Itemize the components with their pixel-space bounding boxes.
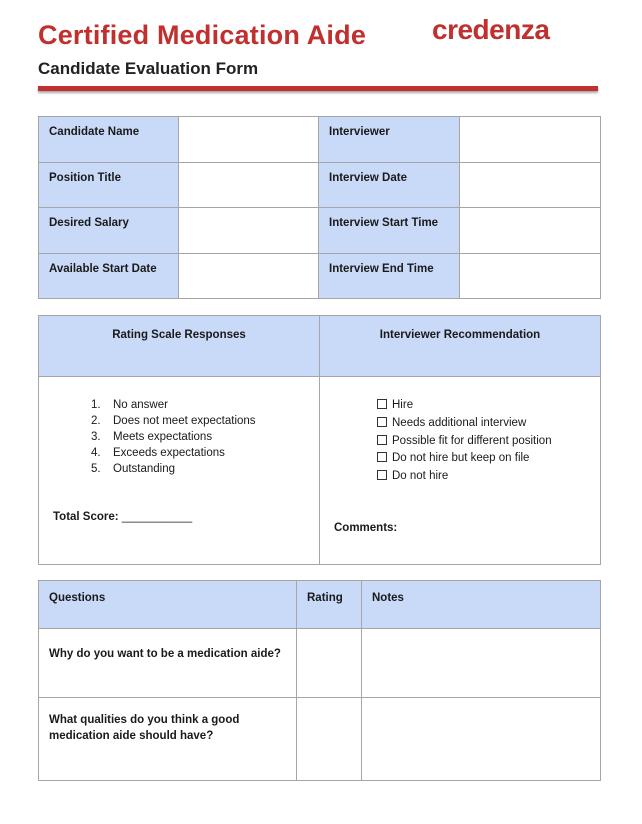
questions-header: Questions bbox=[39, 581, 297, 629]
checkbox-icon[interactable] bbox=[377, 435, 387, 445]
candidate-name-label: Candidate Name bbox=[39, 117, 179, 163]
notes-field[interactable] bbox=[362, 698, 601, 781]
form-title: Certified Medication Aide bbox=[38, 20, 367, 50]
available-start-date-label: Available Start Date bbox=[39, 253, 179, 299]
total-score-line[interactable]: ___________ bbox=[121, 511, 193, 523]
table-row bbox=[39, 316, 601, 377]
desired-salary-field[interactable] bbox=[179, 208, 319, 254]
notes-field[interactable] bbox=[362, 629, 601, 698]
checkbox-icon[interactable] bbox=[377, 452, 387, 462]
comments-label: Comments: bbox=[334, 522, 398, 534]
recommendation-option[interactable]: Possible fit for different position bbox=[377, 433, 552, 451]
checkbox-icon[interactable] bbox=[377, 470, 387, 480]
interview-start-time-label: Interview Start Time bbox=[319, 208, 460, 254]
rating-header: Rating bbox=[297, 581, 362, 629]
recommendation-option[interactable]: Do not hire but keep on file bbox=[377, 450, 552, 468]
recommendation-option[interactable]: Hire bbox=[377, 397, 552, 415]
question-text: What qualities do you think a good medication aide should have? bbox=[39, 698, 297, 781]
table-row bbox=[39, 253, 601, 299]
desired-salary-label: Desired Salary bbox=[39, 208, 179, 254]
credenza-logo: credenza bbox=[432, 14, 550, 45]
notes-header: Notes bbox=[362, 581, 601, 629]
list-item: 1. No answer bbox=[91, 399, 168, 411]
interview-date-label: Interview Date bbox=[319, 162, 460, 208]
list-item: 4. Exceeds expectations bbox=[91, 447, 225, 459]
recommendation-cell bbox=[320, 377, 601, 565]
total-score[interactable] bbox=[53, 511, 192, 523]
form-subtitle: Candidate Evaluation Form bbox=[38, 59, 259, 78]
recommendation-option[interactable]: Needs additional interview bbox=[377, 415, 552, 433]
interview-start-time-field[interactable] bbox=[460, 208, 601, 254]
interviewer-label: Interviewer bbox=[319, 117, 460, 163]
checkbox-icon[interactable] bbox=[377, 399, 387, 409]
list-item: 3. Meets expectations bbox=[91, 431, 213, 443]
position-title-label: Position Title bbox=[39, 162, 179, 208]
table-row bbox=[39, 698, 601, 781]
interviewer-field[interactable] bbox=[460, 117, 601, 163]
recommendation-option[interactable]: Do not hire bbox=[377, 468, 552, 486]
table-row bbox=[39, 162, 601, 208]
interview-end-time-label: Interview End Time bbox=[319, 253, 460, 299]
rating-scale-list bbox=[91, 397, 256, 477]
list-item: 5. Outstanding bbox=[91, 463, 176, 475]
header-divider bbox=[38, 86, 598, 91]
table-row bbox=[39, 208, 601, 254]
interview-end-time-field[interactable] bbox=[460, 253, 601, 299]
question-text: Why do you want to be a medication aide? bbox=[39, 629, 297, 698]
checkbox-icon[interactable] bbox=[377, 417, 387, 427]
table-row bbox=[39, 117, 601, 163]
table-row bbox=[39, 377, 601, 565]
candidate-name-field[interactable] bbox=[179, 117, 319, 163]
rating-field[interactable] bbox=[297, 698, 362, 781]
candidate-info-table bbox=[38, 116, 601, 299]
position-title-field[interactable] bbox=[179, 162, 319, 208]
table-row bbox=[39, 581, 601, 629]
interview-date-field[interactable] bbox=[460, 162, 601, 208]
list-item: 2. Does not meet expectations bbox=[91, 415, 256, 427]
questions-table bbox=[38, 580, 601, 781]
recommendation-header: Interviewer Recommendation bbox=[320, 316, 601, 377]
table-row bbox=[39, 629, 601, 698]
rating-field[interactable] bbox=[297, 629, 362, 698]
rating-scale-cell bbox=[39, 377, 320, 565]
recommendation-list bbox=[377, 397, 552, 486]
total-score-label: Total Score: bbox=[53, 511, 119, 523]
rating-recommendation-table bbox=[38, 315, 601, 565]
available-start-date-field[interactable] bbox=[179, 253, 319, 299]
rating-scale-header: Rating Scale Responses bbox=[39, 316, 320, 377]
